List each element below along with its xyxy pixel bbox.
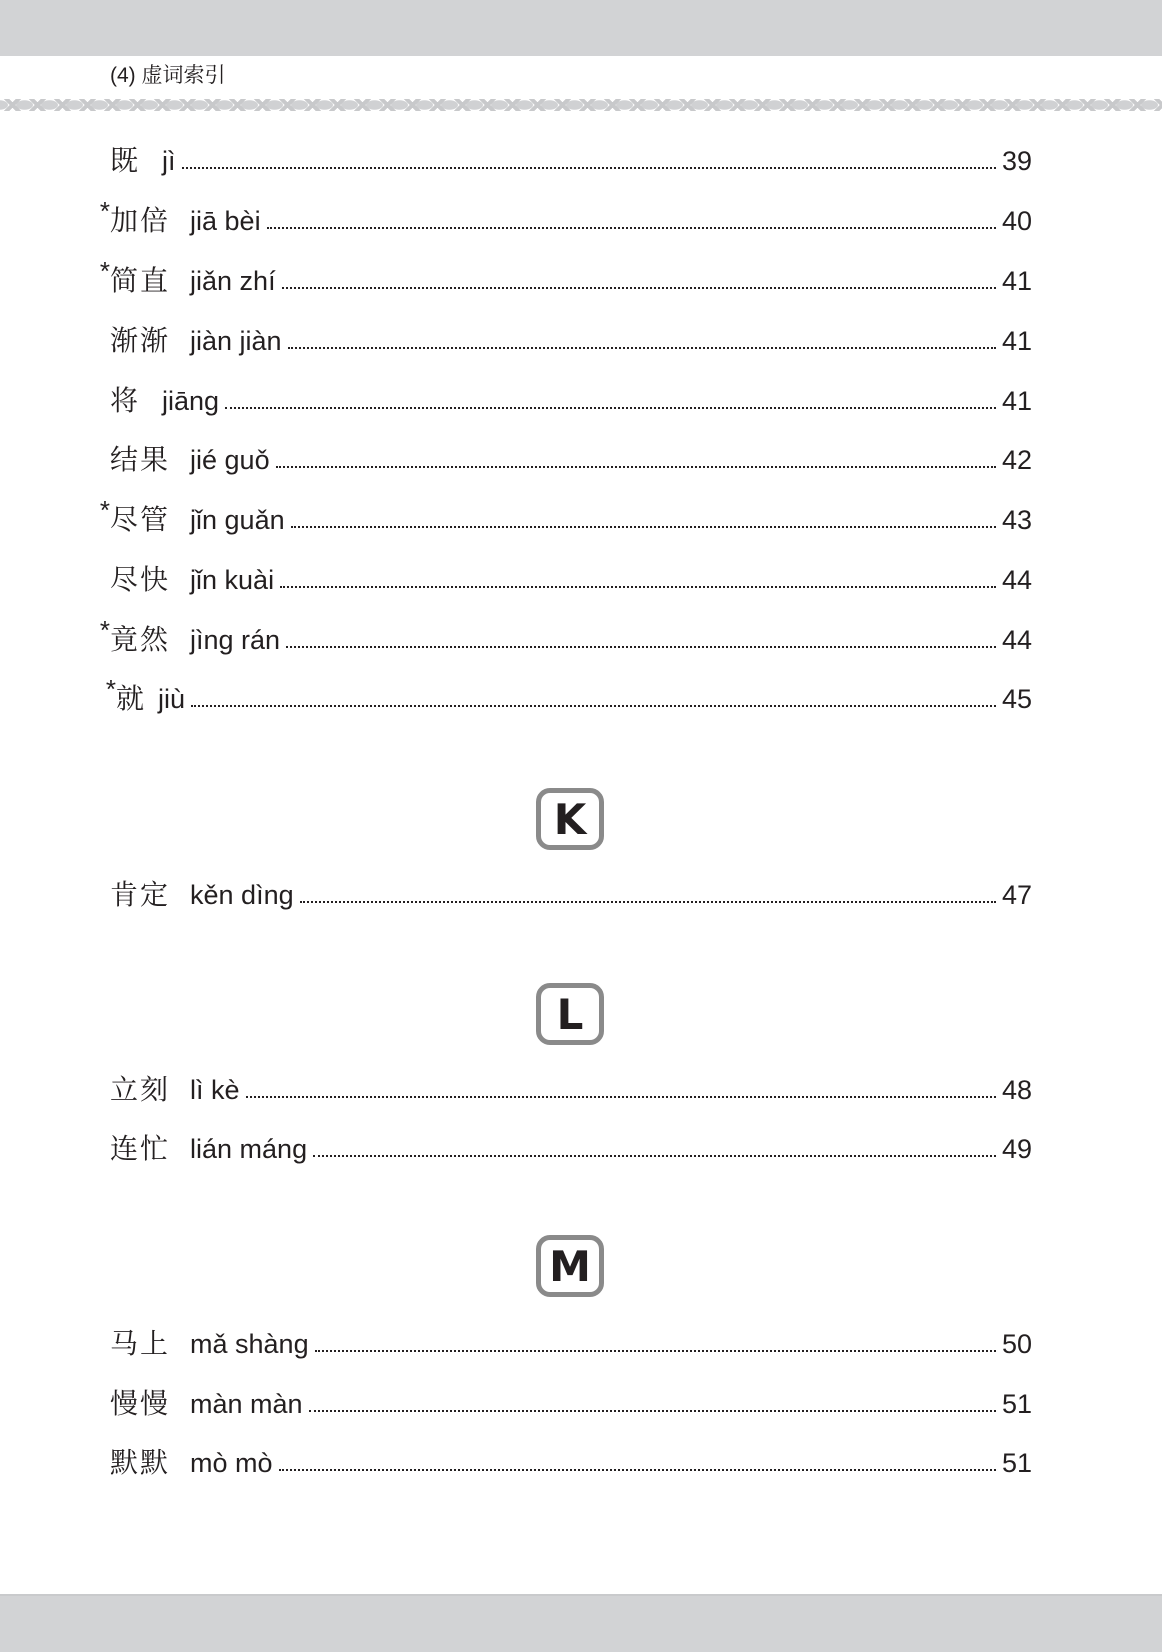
entry-page: 44 xyxy=(1001,565,1032,595)
entry-pinyin: jǐn guǎn xyxy=(190,505,285,535)
entry-pinyin: jiàn jiàn xyxy=(190,326,282,356)
decorative-border xyxy=(0,99,1162,111)
index-entry[interactable] xyxy=(92,322,1032,358)
entry-hanzi: 渐渐 xyxy=(110,325,171,356)
entry-hanzi: 马上 xyxy=(110,1328,171,1359)
entry-pinyin: jié guǒ xyxy=(190,445,270,475)
entry-pinyin: jiù xyxy=(158,684,186,714)
entry-page: 42 xyxy=(1001,445,1032,475)
dot-leader xyxy=(315,1350,996,1352)
star-marker: * xyxy=(105,674,116,704)
dot-leader xyxy=(279,1469,996,1471)
entry-page: 51 xyxy=(1001,1389,1032,1419)
entry-pinyin: màn màn xyxy=(190,1389,303,1419)
index-entry[interactable] xyxy=(92,142,1032,178)
running-head: (4) 虚词索引 xyxy=(110,64,226,87)
entry-hanzi: 默默 xyxy=(110,1447,171,1478)
entry-page: 47 xyxy=(1001,880,1032,910)
index-entry[interactable] xyxy=(92,196,1032,238)
dot-leader xyxy=(182,167,996,169)
index-entry[interactable] xyxy=(92,876,1032,912)
section-letter-k: K xyxy=(536,788,604,850)
index-entry[interactable] xyxy=(92,561,1032,597)
dot-leader xyxy=(267,227,996,229)
entry-page: 41 xyxy=(1001,266,1032,296)
dot-leader xyxy=(246,1096,996,1098)
entry-hanzi: 结果 xyxy=(110,444,171,475)
entry-page: 41 xyxy=(1001,386,1032,416)
entry-pinyin: jiǎn zhí xyxy=(190,266,276,296)
index-entry[interactable] xyxy=(92,615,1032,657)
entry-hanzi: 连忙 xyxy=(110,1133,171,1164)
star-marker: * xyxy=(99,495,110,525)
entry-pinyin: jiā bèi xyxy=(190,206,261,236)
entry-hanzi: 尽管 xyxy=(110,504,171,535)
star-marker: * xyxy=(99,196,110,226)
star-marker: * xyxy=(99,615,110,645)
dot-leader xyxy=(288,347,996,349)
index-entry[interactable] xyxy=(92,1130,1032,1166)
section-letter-m: M xyxy=(536,1235,604,1297)
index-entry[interactable] xyxy=(92,441,1032,477)
dot-leader xyxy=(291,526,996,528)
index-entry[interactable] xyxy=(92,1325,1032,1361)
dot-leader xyxy=(225,407,996,409)
section-letter-l: L xyxy=(536,983,604,1045)
entry-pinyin: jì xyxy=(162,146,176,176)
dot-leader xyxy=(280,586,996,588)
entry-pinyin: jìng rán xyxy=(190,625,281,655)
entry-hanzi: 加倍 xyxy=(110,205,171,236)
entry-pinyin: jiāng xyxy=(162,386,220,416)
entry-page: 40 xyxy=(1001,206,1032,236)
entry-hanzi: 肯定 xyxy=(110,879,171,910)
dot-leader xyxy=(191,705,996,707)
index-entry[interactable] xyxy=(92,1071,1032,1107)
entry-page: 39 xyxy=(1001,146,1032,176)
entry-page: 48 xyxy=(1001,1075,1032,1105)
entry-hanzi: 尽快 xyxy=(110,564,171,595)
entry-hanzi: 就 xyxy=(116,683,147,714)
dot-leader xyxy=(313,1155,996,1157)
entry-page: 44 xyxy=(1001,625,1032,655)
entry-page: 49 xyxy=(1001,1134,1032,1164)
entry-page: 50 xyxy=(1001,1329,1032,1359)
entry-pinyin: kěn dìng xyxy=(190,880,294,910)
index-entry[interactable] xyxy=(92,256,1032,298)
entry-page: 43 xyxy=(1001,505,1032,535)
index-entry[interactable] xyxy=(92,674,1032,716)
entry-pinyin: mò mò xyxy=(190,1448,273,1478)
dot-leader xyxy=(276,466,996,468)
entry-page: 51 xyxy=(1001,1448,1032,1478)
entry-hanzi: 立刻 xyxy=(110,1074,171,1105)
bottom-margin-band xyxy=(0,1594,1162,1652)
index-entry[interactable] xyxy=(92,495,1032,537)
dot-leader xyxy=(286,646,996,648)
dot-leader xyxy=(300,901,996,903)
entry-pinyin: lián máng xyxy=(190,1134,308,1164)
entry-page: 45 xyxy=(1001,684,1032,714)
entry-hanzi: 既 xyxy=(110,145,141,176)
entry-hanzi: 简直 xyxy=(110,265,171,296)
index-entry[interactable] xyxy=(92,382,1032,418)
entry-hanzi: 竟然 xyxy=(110,624,171,655)
index-entry[interactable] xyxy=(92,1385,1032,1421)
top-margin-band xyxy=(0,0,1162,56)
dot-leader xyxy=(309,1410,996,1412)
entry-page: 41 xyxy=(1001,326,1032,356)
entry-pinyin: lì kè xyxy=(190,1075,240,1105)
star-marker: * xyxy=(99,256,110,286)
entry-pinyin: mǎ shàng xyxy=(190,1329,309,1359)
dot-leader xyxy=(282,287,996,289)
entry-hanzi: 慢慢 xyxy=(110,1388,171,1419)
entry-pinyin: jǐn kuài xyxy=(190,565,275,595)
index-entry[interactable] xyxy=(92,1444,1032,1480)
entry-hanzi: 将 xyxy=(110,385,141,416)
